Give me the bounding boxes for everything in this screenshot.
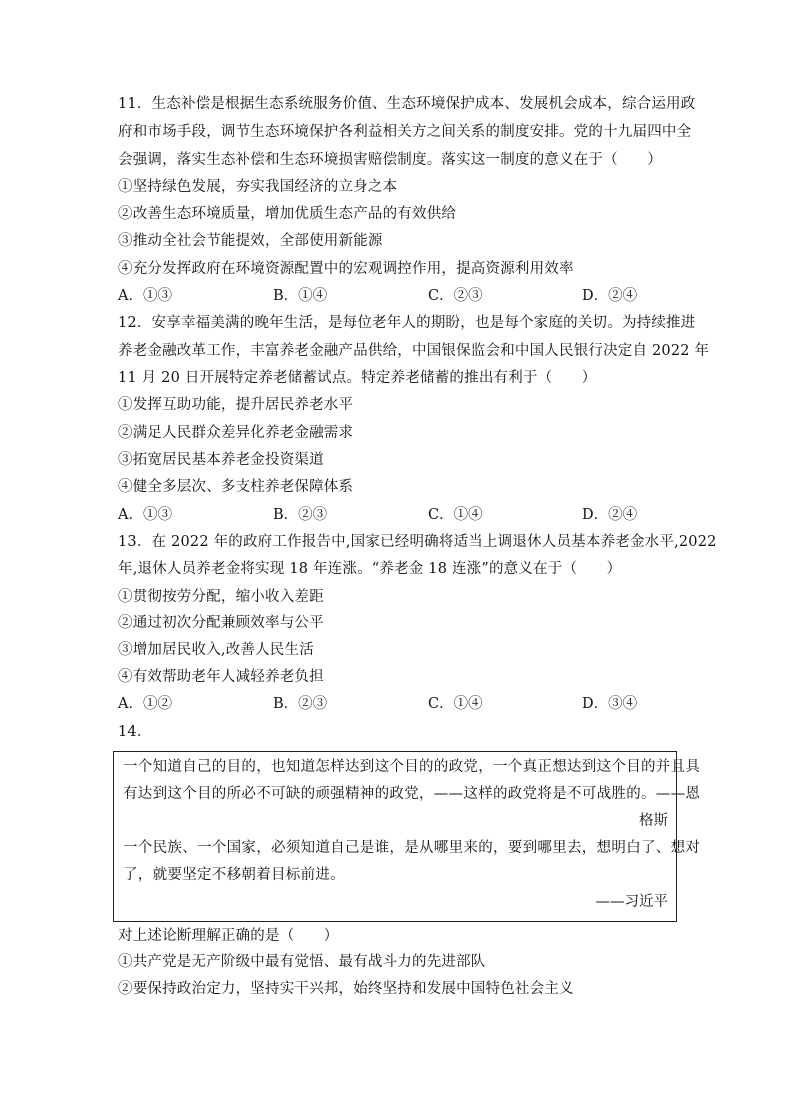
q13-item-3: ③增加居民收入,改善人民生活: [118, 642, 314, 658]
quote-xi-author: ——习近平: [595, 894, 668, 910]
q13-option-a: A．①②: [118, 696, 172, 712]
q11-item-3: ③推动全社会节能提效，全部使用新能源: [118, 233, 383, 249]
q13-item-1: ①贯彻按劳分配，缩小收入差距: [118, 589, 324, 605]
q13-option-d: D．③④: [582, 696, 638, 712]
q12-item-2: ②满足人民群众差异化养老金融需求: [118, 425, 354, 441]
q13-item-4: ④有效帮助老年人减轻养老负担: [118, 669, 324, 685]
quote-engels-line-1: 一个知道自己的目的，也知道怎样达到这个目的的政党，一个真正想达到这个目的并且具: [123, 759, 701, 775]
q12-option-b: B．②③: [273, 507, 328, 523]
q12-item-1: ①发挥互助功能，提升居民养老水平: [118, 397, 354, 413]
q11-option-b: B．①④: [273, 288, 328, 304]
q12-stem-line-2: 养老金融改革工作，丰富养老金融产品供给，中国银保监会和中国人民银行决定自 2022 年: [118, 343, 710, 359]
q14-item-2: ②要保持政治定力，坚持实干兴邦，始终坚持和发展中国特色社会主义: [118, 981, 574, 997]
q11-stem-line-1: 11．生态补偿是根据生态系统服务价值、生态环境保护成本、发展机会成本，综合运用政: [118, 96, 696, 112]
q11-option-a: A．①③: [118, 288, 172, 304]
q12-option-c: C．①④: [428, 507, 483, 523]
q13-item-2: ②通过初次分配兼顾效率与公平: [118, 615, 324, 631]
q11-item-4: ④充分发挥政府在环境资源配置中的宏观调控作用，提高资源利用效率: [118, 261, 574, 277]
quote-engels-line-2: 有达到这个目的所必不可缺的顽强精神的政党，——这样的政党将是不可战胜的。——恩: [123, 786, 701, 802]
q11-stem-line-2: 府和市场手段，调节生态环境保护各利益相关方之间关系的制度安排。党的十九届四中全: [118, 124, 692, 140]
q11-item-2: ②改善生态环境质量，增加优质生态产品的有效供给: [118, 206, 457, 222]
q14-stem: 对上述论断理解正确的是（ ）: [118, 928, 339, 944]
q12-option-a: A．①③: [118, 507, 172, 523]
q12-item-4: ④健全多层次、多支柱养老保障体系: [118, 479, 354, 495]
q12-option-d: D．②④: [582, 507, 638, 523]
q11-option-c: C．②③: [428, 288, 483, 304]
q14-item-1: ①共产党是无产阶级中最有觉悟、最有战斗力的先进部队: [118, 954, 486, 970]
q14-number: 14．: [118, 724, 152, 740]
q12-stem-line-1: 12．安享幸福美满的晚年生活，是每位老年人的期盼，也是每个家庭的关切。为持续推进: [118, 315, 696, 331]
q13-option-b: B．②③: [273, 696, 328, 712]
q11-stem-line-3: 会强调，落实生态补偿和生态环境损害赔偿制度。落实这一制度的意义在于（ ）: [118, 152, 662, 168]
q13-stem-line-2: 年,退休人员养老金将实现 18 年连涨。“养老金 18 连涨”的意义在于（ ）: [118, 561, 622, 577]
quote-xi-line-2: 了，就要坚定不移朝着目标前进。: [123, 867, 345, 883]
q13-option-c: C．①④: [428, 696, 483, 712]
q13-stem-line-1: 13．在 2022 年的政府工作报告中,国家已经明确将适当上调退休人员基本养老金水平,2022: [118, 534, 717, 550]
q12-item-3: ③拓宽居民基本养老金投资渠道: [118, 452, 324, 468]
quote-engels-author: 格斯: [639, 813, 668, 829]
q12-stem-line-3: 11 月 20 日开展特定养老储蓄试点。特定养老储蓄的推出有利于（ ）: [118, 370, 597, 386]
q11-item-1: ①坚持绿色发展，夯实我国经济的立身之本: [118, 179, 398, 195]
quote-xi-line-1: 一个民族、一个国家，必须知道自己是谁，是从哪里来的，要到哪里去，想明白了、想对: [123, 840, 701, 856]
q11-option-d: D．②④: [582, 288, 638, 304]
quote-box: [113, 751, 701, 922]
